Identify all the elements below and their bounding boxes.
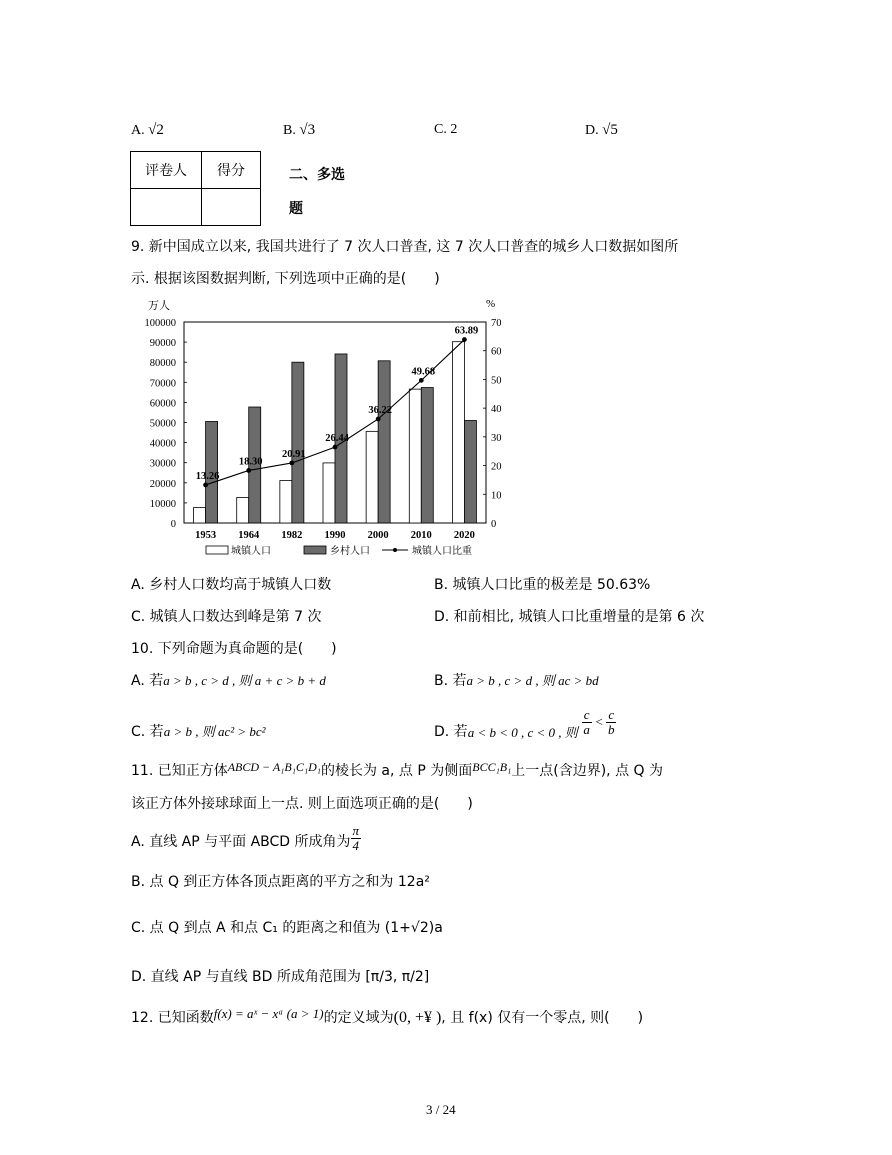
urban-bar [194,508,206,523]
x-tick-label: 1982 [281,530,303,541]
x-tick-label: 1990 [324,530,346,541]
right-tick-label: 20 [491,461,502,473]
ratio-point [333,445,338,450]
urban-bar [237,497,249,523]
x-axis-labels [195,530,475,541]
ratio-point [419,378,424,383]
section-title-line2: 题 [289,201,303,217]
left-axis-ticks [145,318,188,530]
ratio-point [462,337,467,342]
right-tick-label: 30 [491,432,502,444]
q11-stem-line2: 该正方体外接球球面上一点. 则上面选项正确的是( ) [131,796,473,812]
legend-ratio-marker [393,548,397,552]
q10-option-a: A. 若a > b , c > d , 则 a + c > b + d [131,673,326,689]
frac-pi-over-4: $\frac{\pi}{4}$ [352,823,360,853]
ratio-data-label: 63.89 [454,325,479,337]
rural-bar [421,388,433,523]
right-tick-label: 10 [491,490,502,502]
q10-stem: 10. 下列命题为真命题的是( ) [131,641,337,657]
urban-bar [280,481,292,523]
left-tick-label: 90000 [149,338,176,350]
q9-option-d: D. 和前相比, 城镇人口比重增量的是第 6 次 [434,609,705,625]
legend-urban-swatch [206,546,228,554]
right-unit-label: % [486,298,496,310]
left-tick-label: 20000 [149,478,176,490]
left-tick-label: 30000 [149,458,176,470]
score-table [130,151,261,226]
frac-c-over-a: $\frac{c}{a}$ [583,706,590,737]
frac-c-over-b: $\frac{c}{b}$ [607,706,615,737]
legend [206,544,472,557]
q9-stem-line1: 9. 新中国成立以来, 我国共进行了 7 次人口普查, 这 7 次人口普查的城乡人口数据如图所 [131,239,679,255]
rural-bar [378,361,390,523]
score-header: 得分 [202,152,261,189]
rural-bar [292,362,304,523]
ratio-point [246,468,251,473]
ratio-data-label: 13.26 [195,470,220,482]
ratio-data-label: 26.44 [325,433,349,445]
q9-option-c: C. 城镇人口数达到峰是第 7 次 [131,609,322,625]
x-tick-label: 2010 [410,530,432,541]
left-tick-label: 80000 [149,358,176,370]
ratio-data-label: 36.22 [368,404,392,416]
page-number: 3 / 24 [426,1102,456,1117]
left-tick-label: 60000 [149,398,176,410]
legend-rural-label: 乡村人口 [330,546,370,557]
urban-bar [409,389,421,523]
population-chart [120,292,510,564]
score-cell[interactable] [202,189,261,226]
q10-option-b: B. 若a > b , c > d , 则 ac > bd [434,673,599,689]
left-unit-label: 万人 [148,300,170,312]
legend-rural-swatch [304,546,326,554]
ratio-data-label: 49.68 [411,366,436,378]
q11-option-a: A. 直线 AP 与平面 ABCD 所成角为 $\frac{\pi}{4}$ [131,823,360,853]
right-tick-label: 60 [491,346,502,358]
q11-option-b: B. 点 Q 到正方体各顶点距离的平方之和为 12a² [131,874,430,890]
q10-option-c: C. 若a > b , 则 ac² > bc² [131,724,266,740]
left-tick-label: 0 [170,519,176,530]
section-title-line1: 二、多选 [289,167,345,183]
q9-option-b: B. 城镇人口比重的极差是 50.63% [434,577,651,593]
ratio-point [289,461,294,466]
ratio-data-label: 20.91 [282,448,306,460]
legend-urban-label: 城镇人口 [231,546,271,557]
q9-stem-line2: 示. 根据该图数据判断, 下列选项中正确的是( ) [131,271,440,287]
x-tick-label: 1953 [195,530,217,541]
q12-stem: 12. 已知函数f(x) = aˣ − xᵃ (a > 1)的定义域为(0, +¥ ), 且 f(x) 仅有一个零点, 则( ) [131,1006,644,1026]
grader-header: 评卷人 [131,152,202,189]
q8-option-d: D. √5 [585,122,618,138]
left-tick-label: 100000 [144,318,176,329]
right-tick-label: 0 [491,519,497,530]
urban-bar [452,342,464,523]
left-tick-label: 50000 [149,418,176,430]
right-tick-label: 70 [491,318,502,329]
rural-bar [464,420,476,523]
q11-option-c: C. 点 Q 到点 A 和点 C₁ 的距离之和值为 (1+√2)a [131,920,443,936]
q11-stem-line1: 11. 已知正方体ABCD − A₁B₁C₁D₁的棱长为 a, 点 P 为侧面BCC₁B₁上一点(含边界), 点 Q 为 [131,760,663,779]
x-tick-label: 2020 [453,530,475,541]
q8-option-a: A. √2 [131,122,164,138]
right-tick-label: 40 [491,404,502,416]
left-tick-label: 70000 [149,378,176,390]
legend-ratio-label: 城镇人口比重 [412,546,472,557]
x-tick-label: 2000 [367,530,389,541]
q9-option-a: A. 乡村人口数均高于城镇人口数 [131,577,332,593]
x-tick-label: 1964 [238,530,260,541]
grader-cell[interactable] [131,189,202,226]
ratio-point [376,417,381,422]
q10-option-d: D. 若 a < b < 0 , c < 0 , 则 $\frac{c}{a}$ < $\frac{c}{b}$ [434,706,615,740]
ratio-point [203,483,208,488]
q8-option-b: B. √3 [283,122,316,138]
q8-option-c: C. 2 [434,122,458,137]
q11-option-d: D. 直线 AP 与直线 BD 所成角范围为 [π/3, π/2] [131,969,430,985]
ratio-data-label: 18.30 [238,456,263,468]
urban-bar [366,431,378,523]
left-tick-label: 40000 [149,438,176,450]
left-tick-label: 10000 [149,498,176,510]
urban-bar [323,463,335,523]
right-tick-label: 50 [491,375,502,387]
